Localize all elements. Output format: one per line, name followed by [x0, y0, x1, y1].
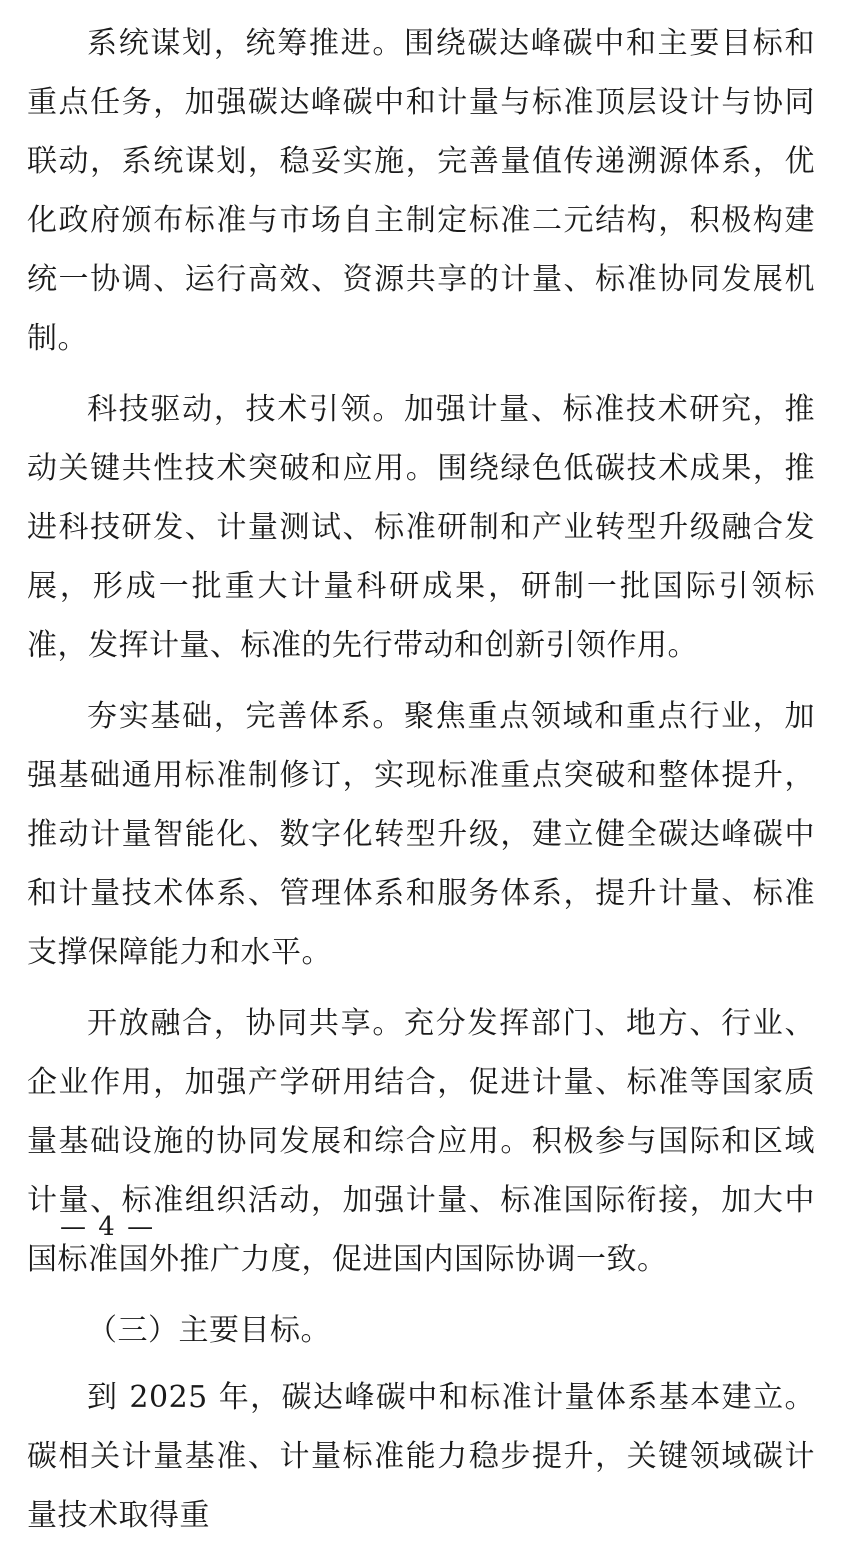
paragraph-foundation: 夯实基础，完善体系。聚焦重点领域和重点行业，加强基础通用标准制修订，实现标准重点突破和整体提升，推动计量智能化、数字化转型升级，建立健全碳达峰碳中和计量技术体系、管理体系和服务体系，提升计量、标准支撑保障能力和水平。 — [27, 699, 815, 970]
paragraph-system-planning: 系统谋划，统筹推进。围绕碳达峰碳中和主要目标和重点任务，加强碳达峰碳中和计量与标准顶层设计与协同联动，系统谋划，稳妥实施，完善量值传递溯源体系，优化政府颁布标准与市场自主制定标准二元结构，积极构建统一协调、运行高效、资源共享的计量、标准协同发展机制。 — [27, 26, 815, 356]
paragraph-open-integration: 开放融合，协同共享。充分发挥部门、地方、行业、企业作用，加强产学研用结合，促进计量、标准等国家质量基础设施的协同发展和综合应用。积极参与国际和区域计量、标准组织活动，加强计量、标准国际衔接，加大中国标准国外推广力度，促进国内国际协调一致。 — [27, 1006, 815, 1277]
section-heading: （三）主要目标。 — [87, 1313, 331, 1348]
page-number: — 4 — — [60, 1212, 156, 1242]
paragraph-tech-driven: 科技驱动，技术引领。加强计量、标准技术研究，推动关键共性技术突破和应用。围绕绿色低碳技术成果，推进科技研发、计量测试、标准研制和产业转型升级融合发展，形成一批重大计量科研成果，研制一批国际引领标准，发挥计量、标准的先行带动和创新引领作用。 — [27, 392, 815, 663]
paragraph-main-targets: 到 2025 年，碳达峰碳中和标准计量体系基本建立。碳相关计量基准、计量标准能力稳步提升，关键领域碳计量技术取得重 — [27, 1380, 815, 1533]
